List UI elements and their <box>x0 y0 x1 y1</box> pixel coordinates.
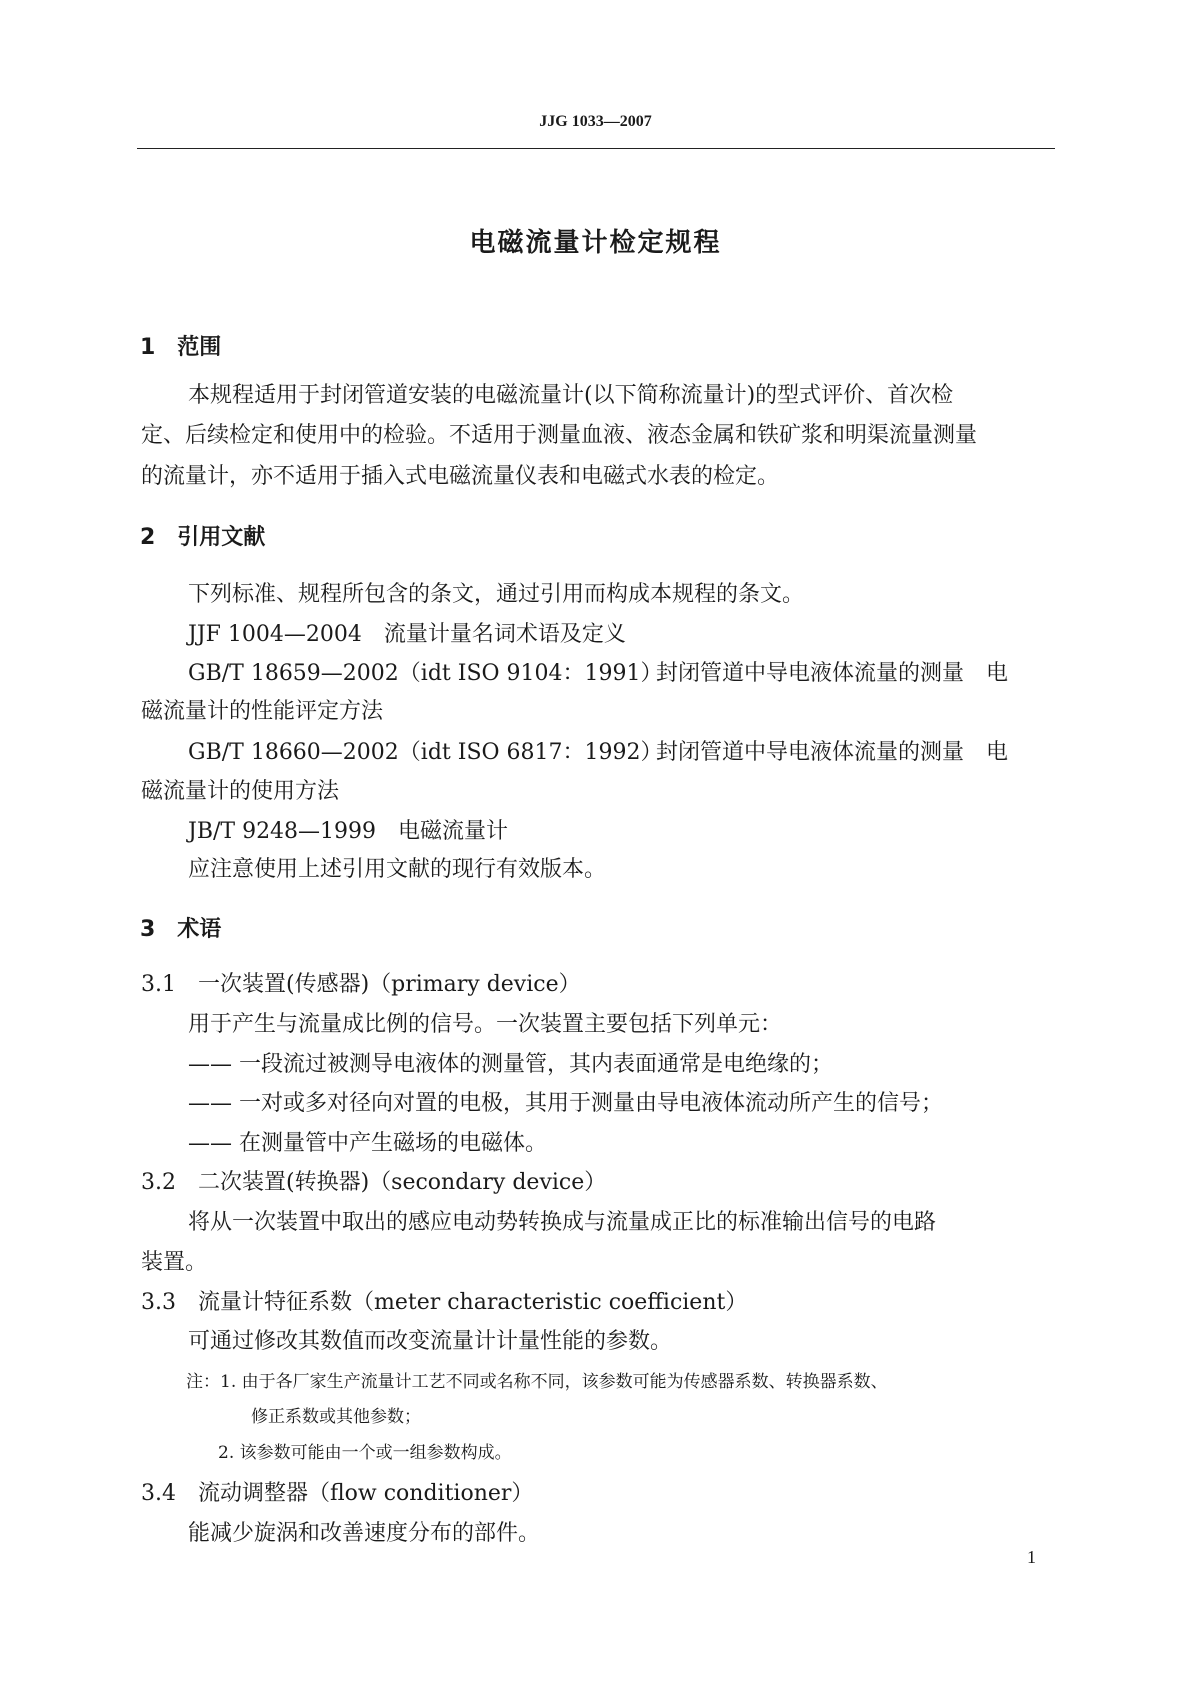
reference-gbt-18660-title: 封闭管道中导电液体流量的测量 电 <box>656 740 1009 765</box>
page-title: 电磁流量计检定规程 <box>469 228 722 258</box>
term-3-3-note-1: 注：1. 由于各厂家生产流量计工艺不同或名称不同，该参数可能为传感器系数、转换器系数、 <box>186 1372 888 1392</box>
reference-jjf-1004: JJF 1004—2004 流量计量名词术语及定义 <box>188 622 626 647</box>
term-3-3-note-1-cont: 修正系数或其他参数； <box>251 1407 421 1427</box>
page-number: 1 <box>1027 1547 1036 1567</box>
reference-gbt-18660: GB/T 18660—2002（idt ISO 6817：1992） <box>188 740 663 765</box>
term-3-3-definition: 可通过修改其数值而改变流量计计量性能的参数。 <box>188 1329 673 1354</box>
document-code-header: JJG 1033—2007 <box>539 113 652 130</box>
reference-gbt-18660-title-cont: 磁流量计的使用方法 <box>141 779 340 804</box>
term-3-4-heading: 3.4 流动调整器（flow conditioner） <box>141 1481 534 1506</box>
section-2-intro: 下列标准、规程所包含的条文，通过引用而构成本规程的条文。 <box>188 582 805 607</box>
section-1-line-3: 的流量计，亦不适用于插入式电磁流量仪表和电磁式水表的检定。 <box>141 464 780 489</box>
reference-gbt-18659-title: 封闭管道中导电液体流量的测量 电 <box>656 661 1009 686</box>
term-3-3-heading: 3.3 流量计特征系数（meter characteristic coefficient） <box>141 1290 748 1315</box>
reference-gbt-18659-title-cont: 磁流量计的性能评定方法 <box>141 699 384 724</box>
term-3-1-item-1: —— 一段流过被测导电液体的测量管，其内表面通常是电绝缘的； <box>188 1052 833 1077</box>
header-rule <box>137 148 1055 149</box>
section-3-heading: 3 术语 <box>140 917 222 942</box>
term-3-2-heading: 3.2 二次装置(转换器)（secondary device） <box>141 1170 607 1195</box>
section-1-line-2: 定、后续检定和使用中的检验。不适用于测量血液、液态金属和铁矿浆和明渠流量测量 <box>141 423 978 448</box>
term-3-2-definition-cont: 装置。 <box>141 1250 208 1275</box>
reference-version-note: 应注意使用上述引用文献的现行有效版本。 <box>188 857 607 882</box>
section-1-line-1: 本规程适用于封闭管道安装的电磁流量计(以下简称流量计)的型式评价、首次检 <box>188 383 954 408</box>
section-1-heading: 1 范围 <box>140 335 222 360</box>
term-3-1-item-3: —— 在测量管中产生磁场的电磁体。 <box>188 1131 547 1156</box>
term-3-1-heading: 3.1 一次装置(传感器)（primary device） <box>141 972 581 997</box>
term-3-2-definition: 将从一次装置中取出的感应电动势转换成与流量成正比的标准输出信号的电路 <box>188 1210 937 1235</box>
term-3-1-definition: 用于产生与流量成比例的信号。一次装置主要包括下列单元： <box>188 1012 783 1037</box>
reference-jbt-9248: JB/T 9248—1999 电磁流量计 <box>188 819 509 844</box>
term-3-4-definition: 能减少旋涡和改善速度分布的部件。 <box>188 1521 541 1546</box>
term-3-1-item-2: —— 一对或多对径向对置的电极，其用于测量由导电液体流动所产生的信号； <box>188 1091 943 1116</box>
reference-gbt-18659: GB/T 18659—2002（idt ISO 9104：1991） <box>188 661 663 686</box>
section-2-heading: 2 引用文献 <box>140 525 266 550</box>
term-3-3-note-2: 2. 该参数可能由一个或一组参数构成。 <box>218 1443 512 1463</box>
